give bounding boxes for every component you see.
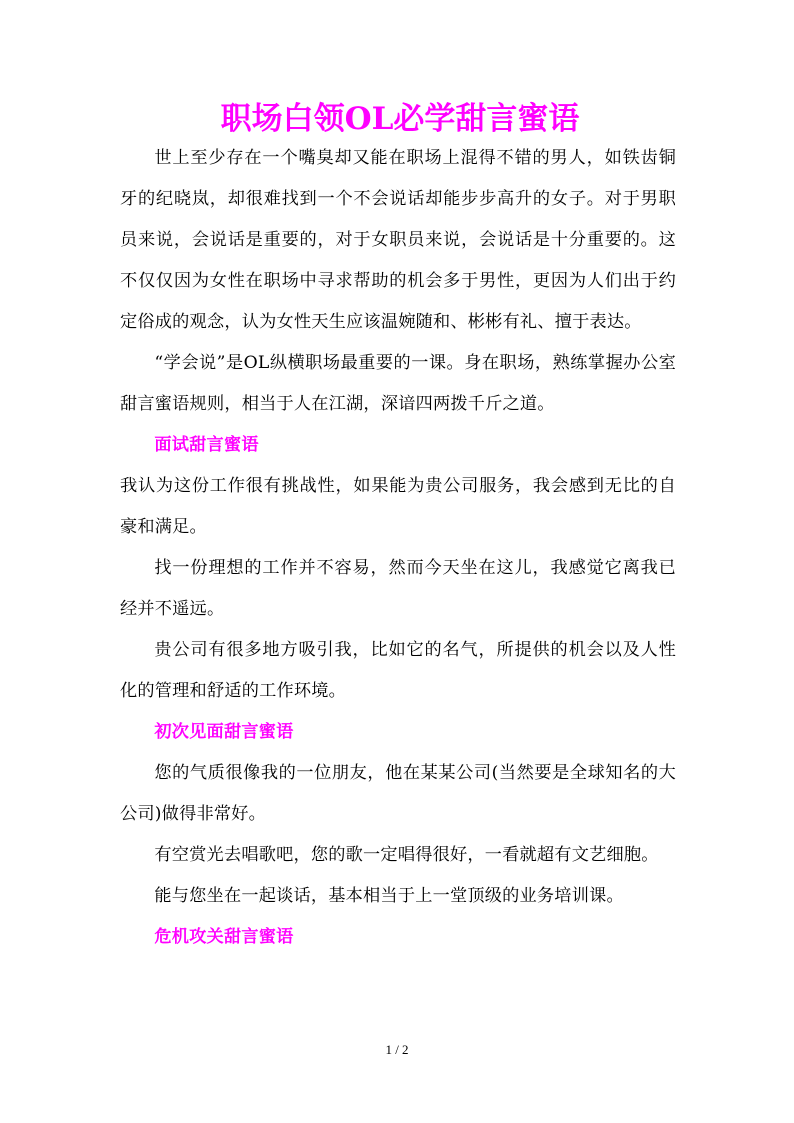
intro-paragraph: “学会说”是OL纵横职场最重要的一课。身在职场，熟练掌握办公室甜言蜜语规则，相当于人在江湖，深谙四两拨千斤之道。 (120, 353, 676, 414)
first-meeting-phrase: 您的气质很像我的一位朋友，他在某某公司(当然要是全球知名的大公司)做得非常好。 (120, 763, 676, 824)
intro-paragraph: 世上至少存在一个嘴臭却又能在职场上混得不错的男人，如铁齿铜牙的纪晓岚，却很难找到一个不会说话却能步步高升的女子。对于男职员来说，会说话是重要的，对于女职员来说，会说话是十分重要的。这不仅仅因为女性在职场中寻求帮助的机会多于男性，更因为人们出于约定俗成的观念，认为女性天生应该温婉随和、彬彬有礼、擅于表达。 (120, 148, 676, 332)
interview-phrase: 找一份理想的工作并不容易，然而今天坐在这儿，我感觉它离我已经并不遥远。 (120, 558, 676, 619)
section-heading-first-meeting: 初次见面甜言蜜语 (154, 722, 294, 742)
section-heading-crisis: 危机攻关甜言蜜语 (154, 927, 294, 947)
document-body (120, 138, 676, 958)
interview-phrase: 我认为这份工作很有挑战性，如果能为贵公司服务，我会感到无比的自豪和满足。 (120, 476, 676, 537)
document-title: 职场白领OL必学甜言蜜语 (220, 101, 580, 137)
first-meeting-phrase: 能与您坐在一起谈话，基本相当于上一堂顶级的业务培训课。 (154, 886, 624, 906)
page-number: 1 / 2 (385, 1042, 409, 1057)
first-meeting-phrase: 有空赏光去唱歌吧，您的歌一定唱得很好，一看就超有文艺细胞。 (154, 845, 659, 865)
section-heading-interview: 面试甜言蜜语 (154, 435, 259, 455)
interview-phrase: 贵公司有很多地方吸引我，比如它的名气，所提供的机会以及人性化的管理和舒适的工作环境。 (120, 640, 676, 701)
